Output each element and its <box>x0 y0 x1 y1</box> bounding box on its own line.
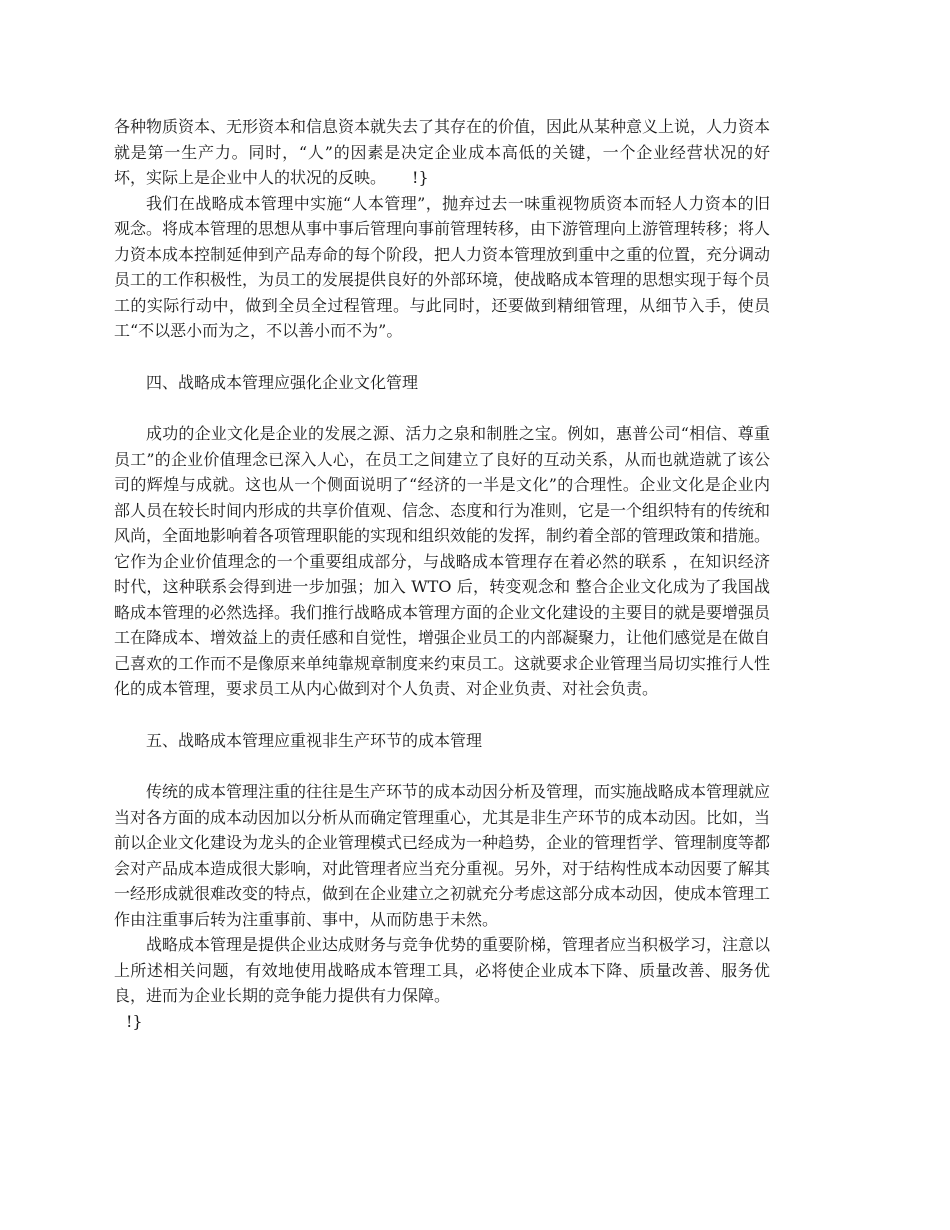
paragraph-conclusion: 战略成本管理是提供企业达成财务与竞争优势的重要阶梯，管理者应当积极学习，注意以上所述相关问题，有效地使用战略成本管理工具，必将使企业成本下降、质量改善、服务优良，进而为企业长期的竞争能力提供有力保障。 <box>114 935 771 1005</box>
paragraph-text: 各种物质资本、无形资本和信息资本就失去了其存在的价值，因此从某种意义上说，人力资本就是第一生产力。同时，“人”的因素是决定企业成本高低的关键，一个企业经营状况的好坏，实际上是企业中人的状况的反映。 <box>114 117 771 187</box>
stray-mark: !} <box>412 168 429 187</box>
paragraph-non-production: 传统的成本管理注重的往往是生产环节的成本动因分析及管理，而实施战略成本管理就应当对各方面的成本动因加以分析从而确定管理重心，尤其是非生产环节的成本动因。比如，当前以企业文化建设为龙头的企业管理模式已经成为一种趋势，企业的管理哲学、管理制度等都会对产品成本造成很大影响，对此管理者应当充分重视。另外，对于结构性成本动因要了解其一经形成就很难改变的特点，做到在企业建立之初就充分考虑这部分成本动因，使成本管理工作由注重事后转为注重事前、事中，从而防患于未然。 <box>114 782 771 929</box>
paragraph-human-management: 我们在战略成本管理中实施“人本管理”，抛弃过去一味重视物质资本而轻人力资本的旧观念。将成本管理的思想从事中事后管理向事前管理转移，由下游管理向上游管理转移；将人力资本成本控制延伸到产品寿命的每个阶段，把人力资本管理放到重中之重的位置，充分调动员工的工作积极性，为员工的发展提供良好的外部环境，使战略成本管理的思想实现于每个员工的实际行动中，做到全员全过程管理。与此同时，还要做到精细管理，从细节入手，使员工“不以恶小而为之，不以善小而不为”。 <box>114 193 771 340</box>
stray-end-mark: !} <box>126 1011 143 1031</box>
section-heading-5: 五、战略成本管理应重视非生产环节的成本管理 <box>146 730 483 750</box>
document-body <box>114 114 770 1034</box>
paragraph-human-capital <box>114 114 770 191</box>
paragraph-enterprise-culture: 成功的企业文化是企业的发展之源、活力之泉和制胜之宝。例如，惠普公司“相信、尊重员工”的企业价值理念已深入人心，在员工之间建立了良好的互动关系，从而也就造就了该公司的辉煌与成就。这也从一个侧面说明了“经济的一半是文化”的合理性。企业文化是企业内部人员在较长时间内形成的共享价值观、信念、态度和行为准则，它是一个组织特有的传统和风尚，全面地影响着各项管理职能的实现和组织效能的发挥，制约着全部的管理政策和措施。它作为企业价值理念的一个重要组成部分，与战略成本管理存在着必然的联系 ，在知识经济时代，这种联系会得到进一步加强；加入 WTO 后，转变观念和 整合企业文化成为了我国战略成本管理的必然选择。我们推行战略成本管理方面的企业文化建设的主要目的就是要增强员工在降成本、增效益上的责任感和自觉性，增强企业员工的内部凝聚力，让他们感觉是在做自己喜欢的工作而不是像原来单纯靠规章制度来约束员工。这就要求企业管理当局切实推行人性化的成本管理，要求员工从内心做到对个人负责、对企业负责、对社会负责。 <box>114 424 771 698</box>
section-heading-4: 四、战略成本管理应强化企业文化管理 <box>146 372 419 392</box>
